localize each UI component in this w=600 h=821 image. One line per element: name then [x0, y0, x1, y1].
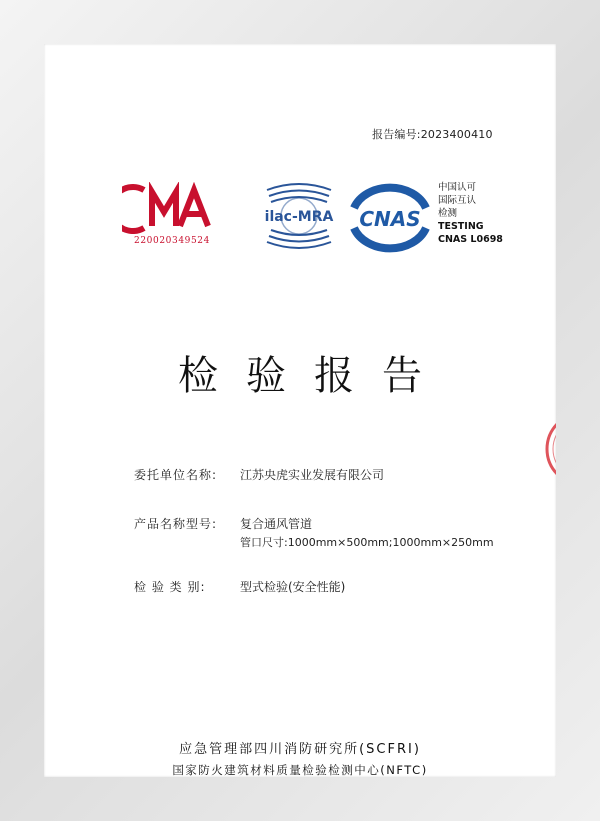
- product-value: 复合通风管道: [240, 517, 313, 531]
- cnas-line-2: 国际互认: [438, 195, 477, 206]
- cnas-logo-text: CNAS: [359, 207, 421, 231]
- issuer-line-1: 应急管理部四川消防研究所(SCFRI): [179, 742, 421, 757]
- cnas-line-4: TESTING: [438, 221, 484, 232]
- client-field: [134, 466, 384, 483]
- cma-mark: [122, 182, 222, 252]
- cnas-logo: [344, 178, 436, 258]
- report-number: 报告编号:2023400410: [372, 128, 493, 141]
- inspection-type-field: [134, 578, 345, 595]
- cma-code: 220020349524: [134, 236, 210, 246]
- report-title: 检验报告: [178, 353, 450, 399]
- product-field: [134, 515, 312, 532]
- product-size: 管口尺寸:1000mm×500mm;1000mm×250mm: [240, 536, 494, 549]
- official-seal-icon: [543, 399, 556, 499]
- report-page: [44, 44, 556, 777]
- inspection-type-label: 检 验 类 别:: [134, 580, 206, 594]
- cnas-line-5: CNAS L0698: [438, 234, 503, 245]
- cnas-line-1: 中国认可: [438, 182, 477, 193]
- client-label: 委托单位名称:: [134, 468, 218, 482]
- ilac-mra-mark: [259, 176, 339, 256]
- cma-logo-icon: [122, 182, 222, 234]
- issuer-line-2: 国家防火建筑材料质量检验检测中心(NFTC): [172, 763, 428, 777]
- ilac-text: ilac-MRA: [264, 209, 334, 225]
- ilac-globe-icon: [259, 176, 339, 256]
- cnas-accreditation-text: [438, 181, 503, 246]
- client-value: 江苏央虎实业发展有限公司: [240, 468, 385, 482]
- cma-letters: CMA: [122, 182, 125, 183]
- cnas-line-3: 检测: [438, 208, 458, 219]
- inspection-type-value: 型式检验(安全性能): [240, 580, 346, 594]
- cnas-logo-icon: [344, 178, 436, 258]
- product-label: 产品名称型号:: [134, 517, 218, 531]
